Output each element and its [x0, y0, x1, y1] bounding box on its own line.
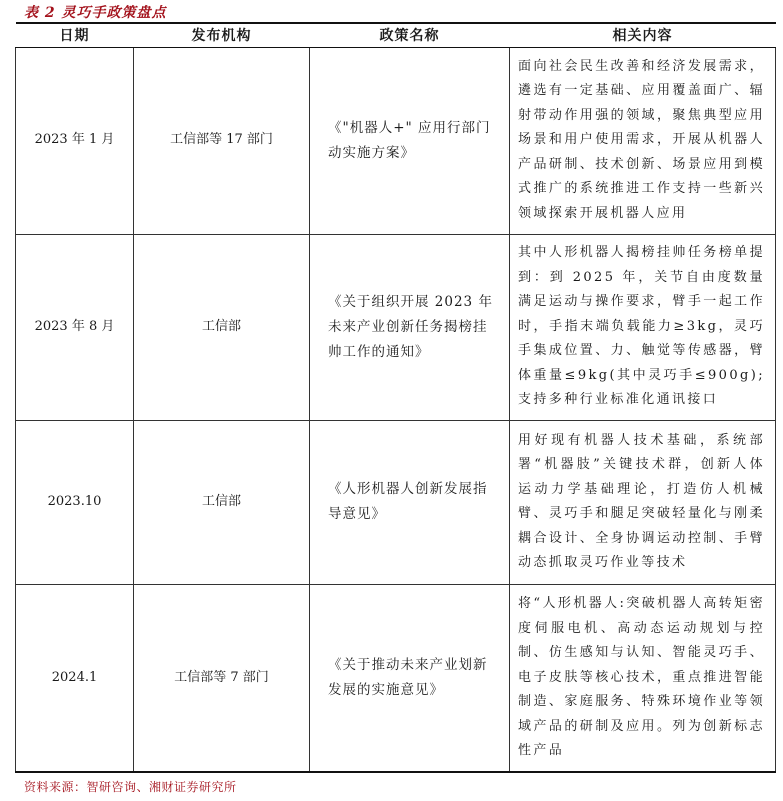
header-row: [16, 23, 776, 47]
cell-org: 工信部: [134, 420, 310, 584]
source-note: 资料来源：智研咨询、湘财证券研究所: [24, 780, 237, 794]
table-row: [16, 584, 776, 772]
table-row: [16, 47, 776, 234]
table-caption: 表 2 灵巧手政策盘点: [24, 5, 167, 21]
cell-date: 2024.1: [16, 584, 134, 772]
header-date: 日期: [16, 23, 134, 47]
header-org: 发布机构: [134, 23, 310, 47]
header-policy-name: 政策名称: [310, 23, 510, 47]
cell-org: 工信部等 17 部门: [134, 47, 310, 234]
cell-content: 用好现有机器人技术基础，系统部署“机器肢”关键技术群，创新人体运动力学基础理论，打造仿人机械臂、灵巧手和腿足突破轻量化与刚柔耦合设计、全身协调运动控制、手臂动态抓取灵巧作业等技术: [510, 420, 776, 584]
cell-policy-name: 《关于组织开展 2023 年未来产业创新任务揭榜挂帅工作的通知》: [310, 234, 510, 420]
cell-content: 面向社会民生改善和经济发展需求，遴选有一定基础、应用覆盖面广、辐射带动作用强的领域，聚焦典型应用场景和用户使用需求，开展从机器人产品研制、技术创新、场景应用到模式推广的系统推进工作支持一些新兴领域探索开展机器人应用: [510, 47, 776, 234]
cell-policy-name: 《人形机器人创新发展指导意见》: [310, 420, 510, 584]
policy-table: [15, 22, 776, 773]
cell-date: 2023.10: [16, 420, 134, 584]
table-row: [16, 234, 776, 420]
table-row: [16, 420, 776, 584]
cell-policy-name: 《关于推动未来产业划新发展的实施意见》: [310, 584, 510, 772]
cell-policy-name: 《"机器人+" 应用行部门动实施方案》: [310, 47, 510, 234]
cell-org: 工信部: [134, 234, 310, 420]
cell-content: 其中人形机器人揭榜挂帅任务榜单提到：到 2025 年，关节自由度数量满足运动与操作要求，臂手一起工作时，手指末端负载能力≥3kg，灵巧手集成位置、力、触觉等传感器，臂体重量≤9kg(其中灵巧手≤900g);支持多种行业标准化通讯接口: [510, 234, 776, 420]
cell-date: 2023 年 8 月: [16, 234, 134, 420]
cell-date: 2023 年 1 月: [16, 47, 134, 234]
header-content: 相关内容: [510, 23, 776, 47]
cell-org: 工信部等 7 部门: [134, 584, 310, 772]
cell-content: 将“人形机器人:突破机器人高转矩密度伺服电机、高动态运动规划与控制、仿生感知与认知、智能灵巧手、电子皮肤等核心技术，重点推进智能制造、家庭服务、特殊环境作业等领域产品的研制及应用。列为创新标志性产品: [510, 584, 776, 772]
